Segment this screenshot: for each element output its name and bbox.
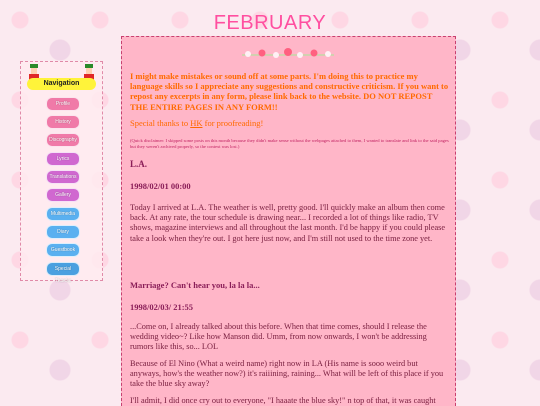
flower-divider xyxy=(238,47,338,61)
entry-body: Because of El Nino (What a weird name) right now in LA (His name is sooo weird but anyways, how's the weather now?) it's raiiining, raining... What will be left of this place if you take the blue sky away? xyxy=(130,359,444,389)
entry-title: Marriage? Can't hear you, la la la... xyxy=(130,280,260,290)
navigation-header: Navigation xyxy=(27,78,96,90)
entry-body: Today I arrived at L.A. The weather is well, pretty good. I'll quickly make an album then come back. At any rate, the tour schedule is drawing near... I recorded a lot of things like radio, TV shows, magazine interviews and all throughout the last month. I'd be happy if you could please take a look when they're out. I got here just now, and I'm still not used to the time zone yet. xyxy=(130,203,446,243)
navigation-panel xyxy=(20,61,103,284)
nav-button-gallery[interactable]: Gallery xyxy=(46,188,80,202)
thanks-suffix: for proofreading! xyxy=(202,118,264,128)
thanks-prefix: Special thanks to xyxy=(130,118,191,128)
entry-date: 1998/02/01 00:00 xyxy=(130,181,191,191)
nav-button-discography[interactable]: Discography xyxy=(46,133,80,147)
repost-warning: I might make mistakes or sound off at some parts. I'm doing this to practice my language skills so I appreciate any suggestions and constructive criticism. If you want to repost any excerpts in any form, please link back to the website. DO NOT REPOST THE ENTIRE PAGES IN ANY FORM!! xyxy=(130,71,449,112)
nav-button-lyrics[interactable]: Lyrics xyxy=(46,152,80,166)
entry-body: I'll admit, I did once cry out to everyone, "I haaate the blue sky!" n top of that, it was caught xyxy=(130,396,436,405)
nav-button-history[interactable]: History xyxy=(46,115,80,129)
nav-button-special-thanks[interactable]: Special Thanks xyxy=(46,262,80,276)
entry-body: ...Come on, I already talked about this before. When that time comes, should I release the wedding video~? Like how Manson did. Umm, from now onwards, I won't be addressing rumors like this, so... LOL xyxy=(130,322,427,352)
thanks-line xyxy=(130,118,450,128)
nav-button-translations[interactable]: Translations xyxy=(46,170,80,184)
page-title: FEBRUARY xyxy=(213,12,327,34)
entry-date: 1998/02/03/ 21:55 xyxy=(130,302,194,312)
proofreader-link[interactable]: HK xyxy=(190,118,203,128)
nav-button-diary[interactable]: Diary xyxy=(46,225,80,239)
nav-button-guestbook[interactable]: Guestbook xyxy=(46,243,80,257)
nav-button-multimedia[interactable]: Multimedia xyxy=(46,207,80,221)
diary-content-panel xyxy=(121,36,456,406)
nav-button-profile[interactable]: Profile xyxy=(46,97,80,111)
entry-title: L.A. xyxy=(130,159,148,169)
disclaimer: (Quick disclaimer: I skipped some posts on this month because they didn't make sense without the webpages attached to them, I wanted to translate and link to the said pages but they weren't archived properly, so the context was lost.) xyxy=(130,138,449,149)
